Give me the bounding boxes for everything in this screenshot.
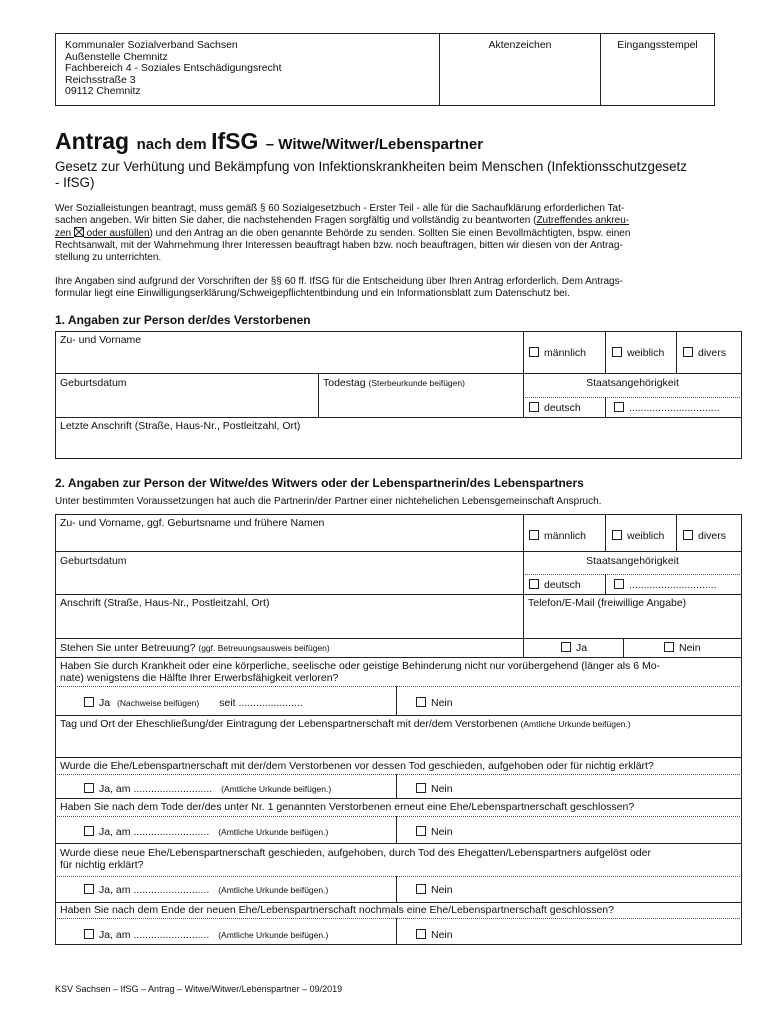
s2-divorce-question: Wurde die Ehe/Lebenspartnerschaft mit der/dem Verstorbenen vor dessen Tod geschieden, aufgehoben oder für nichtig erklärt? (60, 760, 654, 772)
s1-citizenship-label: Staatsangehörigkeit (586, 377, 679, 389)
s2-female-checkbox[interactable]: weiblich (612, 530, 664, 542)
s2-divorce-yes-checkbox[interactable]: Ja, am ........................... (Amtliche Urkunde beifügen.) (84, 783, 331, 795)
s2-name-field[interactable] (56, 530, 522, 550)
s1-death-label: Todestag (Sterbeurkunde beifügen) (323, 377, 465, 389)
page-subtitle: Gesetz zur Verhütung und Bekämpfung von Infektionskrankheiten beim Menschen (Infektionsschutzgesetz - IfSG) (55, 159, 687, 190)
intro-paragraph-1: Wer Sozialleistungen beantragt, muss gemäß § 60 Sozialgesetzbuch - Erster Teil - alle für die Sachaufklärung erforderlichen Tat- sachen angeben. Wir bitten Sie daher, die nachstehenden Fragen sorgfältig und vollständig zu beantworten (Zutreffendes ankreu- zen oder ausfüllen) und den Antrag an die oben genannte Behörde zu senden. Sollten Sie einen Bevollmächtigten, bspw. einen Rechtsanwalt, mit der Wahrnehmung Ihrer Interessen beauftragt haben bzw. noch beauftragen, bitten wir diesen von der Antrag- stellung zu unterrichten. (55, 203, 631, 263)
s2-marriage-field[interactable] (56, 731, 740, 756)
sender-address-box (55, 33, 440, 106)
s1-name-label: Zu- und Vorname (60, 334, 142, 346)
page-title: Antrag nach dem IfSG – Witwe/Witwer/Lebenspartner (55, 128, 484, 154)
eingangsstempel-box (600, 33, 715, 106)
s2-remarry-no-checkbox[interactable]: Nein (416, 826, 453, 838)
s2-divorce-no-checkbox[interactable]: Nein (416, 783, 453, 795)
address-line: Kommunaler Sozialverband Sachsen (65, 39, 238, 51)
address-line: Fachbereich 4 - Soziales Entschädigungsrecht (65, 62, 282, 74)
s1-name-field[interactable] (56, 348, 522, 372)
s2-marriage-label: Tag und Ort der Eheschließung/der Eintragung der Lebenspartnerschaft mit der/dem Verstorbenen (Amtliche Urkunde beifügen.) (60, 718, 631, 730)
address-line: Außenstelle Chemnitz (65, 50, 168, 63)
s1-male-checkbox[interactable]: männlich (529, 347, 586, 359)
s2-birth-label: Geburtsdatum (60, 555, 127, 567)
s2-care-yes-checkbox[interactable]: Ja (561, 642, 587, 654)
s1-address-field[interactable] (56, 434, 740, 458)
s1-address-label: Letzte Anschrift (Straße, Haus-Nr., Postleitzahl, Ort) (60, 420, 301, 432)
s1-german-checkbox[interactable]: deutsch (529, 402, 581, 414)
s2-german-checkbox[interactable]: deutsch (529, 579, 581, 591)
section-2-heading: 2. Angaben zur Person der Witwe/des Witwers oder der Lebenspartnerin/des Lebenspartners (55, 476, 584, 490)
address-line: Reichsstraße 3 (65, 73, 136, 86)
s1-diverse-checkbox[interactable]: divers (683, 347, 726, 359)
s2-male-checkbox[interactable]: männlich (529, 530, 586, 542)
s1-female-checkbox[interactable]: weiblich (612, 347, 664, 359)
s2-new-divorce-no-checkbox[interactable]: Nein (416, 884, 453, 896)
s2-care-question: Stehen Sie unter Betreuung? (ggf. Betreuungsausweis beifügen) (60, 642, 330, 654)
s1-birth-label: Geburtsdatum (60, 377, 127, 389)
s2-new-divorce-question: Wurde diese neue Ehe/Lebenspartnerschaft geschieden, aufgehoben, durch Tod des Ehegatten/Lebenspartners aufgelöst oder für nichtig erklärt? (60, 847, 651, 871)
page-footer: KSV Sachsen – IfSG – Antrag – Witwe/Witwer/Lebenspartner – 09/2019 (55, 984, 343, 994)
s2-citizenship-label: Staatsangehörigkeit (586, 555, 679, 567)
s2-again-married-no-checkbox[interactable]: Nein (416, 929, 453, 941)
address-line: 09112 Chemnitz (65, 85, 141, 97)
s2-new-divorce-yes-checkbox[interactable]: Ja, am .......................... (Amtliche Urkunde beifügen.) (84, 884, 328, 896)
s2-disability-yes-checkbox[interactable]: Ja (Nachweise beifügen) seit ...................... (84, 697, 303, 709)
s2-address-label: Anschrift (Straße, Haus-Nr., Postleitzahl, Ort) (60, 597, 270, 609)
s2-diverse-checkbox[interactable]: divers (683, 530, 726, 542)
eingangsstempel-label: Eingangsstempel (617, 39, 698, 51)
s1-other-citizenship-checkbox[interactable]: ............................... (614, 402, 719, 414)
s2-remarry-yes-checkbox[interactable]: Ja, am .......................... (Amtliche Urkunde beifügen.) (84, 826, 328, 838)
section-1-heading: 1. Angaben zur Person der/des Verstorbenen (55, 313, 311, 327)
s2-disability-no-checkbox[interactable]: Nein (416, 697, 453, 709)
s2-again-married-yes-checkbox[interactable]: Ja, am .......................... (Amtliche Urkunde beifügen.) (84, 929, 328, 941)
s2-name-label: Zu- und Vorname, ggf. Geburtsname und frühere Namen (60, 517, 325, 529)
s2-care-no-checkbox[interactable]: Nein (664, 642, 701, 654)
intro-paragraph-2: Ihre Angaben sind aufgrund der Vorschriften der §§ 60 ff. IfSG für die Entscheidung über Ihren Antrag erforderlich. Dem Antrags- formular liegt eine Einwilligungserklärung/Schweigepflichtentbindung und ein Informationsblatt zum Datenschutz bei. (55, 276, 623, 299)
s2-again-married-question: Haben Sie nach dem Ende der neuen Ehe/Lebenspartnerschaft nochmals eine Ehe/Lebenspartnerschaft geschlossen? (60, 904, 614, 916)
s2-remarry-question: Haben Sie nach dem Tode der/des unter Nr. 1 genannten Verstorbenen erneut eine Ehe/Lebenspartnerschaft geschlossen? (60, 801, 635, 813)
section-2-note: Unter bestimmten Voraussetzungen hat auch die Partnerin/der Partner einer nichtehelichen Lebensgemeinschaft Anspruch. (55, 496, 602, 507)
s2-phone-label: Telefon/E-Mail (freiwillige Angabe) (528, 597, 687, 609)
checked-box-icon (74, 227, 84, 237)
s2-other-citizenship-checkbox[interactable]: .............................. (614, 579, 717, 591)
aktenzeichen-label: Aktenzeichen (488, 39, 552, 51)
s2-disability-question: Haben Sie durch Krankheit oder eine körperliche, seelische oder geistige Behinderung nicht nur vorübergehend (länger als 6 Mo- nate) wenigstens die Hälfte Ihrer Erwerbsfähigkeit verloren? (60, 660, 661, 684)
aktenzeichen-box[interactable] (439, 33, 601, 106)
